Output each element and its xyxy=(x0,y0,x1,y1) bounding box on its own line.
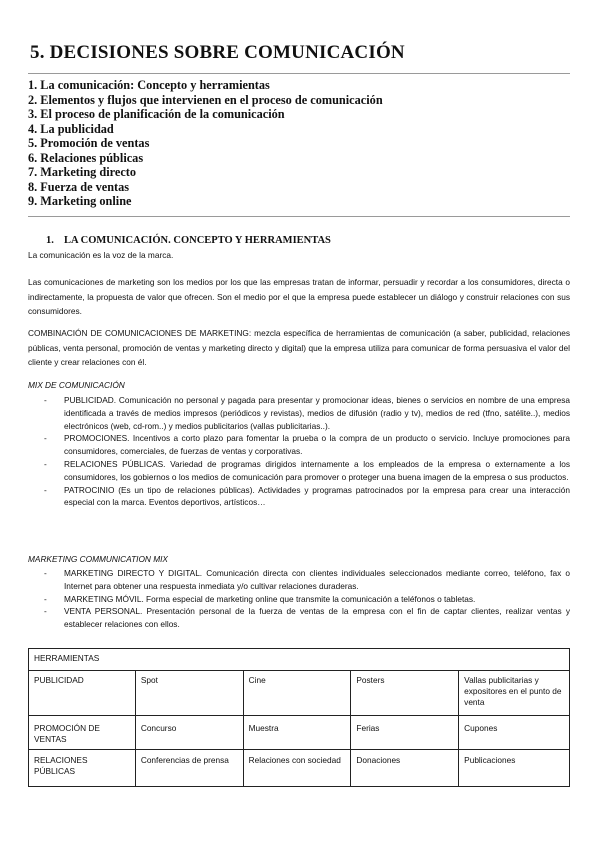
section-heading xyxy=(46,235,331,246)
table-cell: Muestra xyxy=(243,716,351,750)
table-cell: PROMOCIÓN DE VENTAS xyxy=(29,716,136,750)
mcm-list xyxy=(28,567,570,631)
tools-table xyxy=(28,648,570,787)
dash-bullet: - xyxy=(44,568,47,578)
table-cell: Concurso xyxy=(135,716,243,750)
dash-bullet: - xyxy=(44,606,47,617)
dash-bullet: - xyxy=(44,433,47,444)
table-cell: Spot xyxy=(135,671,243,716)
dash-bullet: - xyxy=(44,484,47,495)
intro-text: La comunicación es la voz de la marca. xyxy=(28,250,174,260)
toc-item: 5. Promoción de ventas xyxy=(28,136,150,150)
toc-item: 4. La publicidad xyxy=(28,121,114,136)
list-item xyxy=(28,458,570,484)
paragraph-communications: Las comunicaciones de marketing son los medios por los que las empresas tratan de informar, persuadir y recordar a los consumidores, directa o indirectamente, la propuesta de valor que ofrecen. Son el medio por el que la empresa puede establecer un diálogo y construir relaciones con sus consumidores. xyxy=(28,277,570,316)
toc-item: 1. La comunicación: Concepto y herramientas xyxy=(28,78,270,92)
table-cell: Posters xyxy=(351,671,459,716)
list-item-text: RELACIONES PÚBLICAS. Variedad de programas dirigidos internamente a los empleados de la empresa o externamente a los consumidores, los gobiernos o los medios de comunicación para promover o proteger una buena imagen de la empresa o sus productos. xyxy=(64,458,570,482)
list-item-text: PUBLICIDAD. Comunicación no personal y pagada para presentar y promocionar ideas, bienes o servicios en nombre de una empresa identificada a través de medios impresos (periódicos y revistas), medios de difusión (radio y tv), medios de red (tfno, satélite..), medios electrónicos (web, cd-rom..) y medios publicitarios (vallas publicitarias..). xyxy=(64,395,570,431)
dash-bullet: - xyxy=(44,458,47,469)
table-cell: Vallas publicitarias y expositores en el punto de venta xyxy=(459,671,570,716)
table-cell: Cupones xyxy=(459,716,570,750)
toc-item: 7. Marketing directo xyxy=(28,165,137,179)
list-item xyxy=(28,394,570,432)
list-item xyxy=(28,432,570,458)
document-title: 5. DECISIONES SOBRE COMUNICACIÓN xyxy=(30,42,405,63)
table-cell: Donaciones xyxy=(351,750,459,787)
dash-bullet: - xyxy=(44,593,47,604)
list-item-text: VENTA PERSONAL. Presentación personal de la fuerza de ventas de la empresa con el fin de captar clientes, realizar ventas y establecer relaciones con ellos. xyxy=(64,606,570,630)
toc-item: 8. Fuerza de ventas xyxy=(28,179,130,194)
list-item xyxy=(28,605,570,631)
title-divider xyxy=(28,73,570,74)
table-cell: RELACIONES PÚBLICAS xyxy=(29,750,136,787)
mcm-heading: MARKETING COMMUNICATION MIX xyxy=(28,554,168,564)
list-item-text: PATROCINIO (Es un tipo de relaciones públicas). Actividades y programas patrocinados por la empresa para crear una interacción especial con la marca. Eventos deportivos, artísticos… xyxy=(64,484,570,508)
mix-heading: MIX DE COMUNICACIÓN xyxy=(28,380,125,390)
list-item xyxy=(28,484,570,510)
list-item xyxy=(28,567,570,593)
table-cell: Ferias xyxy=(351,716,459,750)
table-cell: PUBLICIDAD xyxy=(29,671,136,716)
toc-item: 9. Marketing online xyxy=(28,194,132,208)
dash-bullet: - xyxy=(44,395,47,405)
section-number: 1. xyxy=(46,235,54,246)
list-item-text: PROMOCIONES. Incentivos a corto plazo para fomentar la prueba o la compra de un producto o servicio. Incluye promociones para consumidores, comerciales, de fuerzas de ventas y corporativas. xyxy=(64,433,570,457)
list-item xyxy=(28,593,570,606)
toc-item: 6. Relaciones públicas xyxy=(28,150,144,165)
table-cell: Cine xyxy=(243,671,351,716)
table-row xyxy=(29,716,570,750)
table-row xyxy=(29,671,570,716)
table-of-contents xyxy=(28,78,383,209)
toc-item: 3. El proceso de planificación de la comunicación xyxy=(28,107,285,121)
table-row xyxy=(29,750,570,787)
section-title: LA COMUNICACIÓN. CONCEPTO Y HERRAMIENTAS xyxy=(64,235,331,246)
mix-list xyxy=(28,394,570,509)
table-cell: Publicaciones xyxy=(459,750,570,787)
toc-divider xyxy=(28,216,570,217)
paragraph-combination: COMBINACIÓN DE COMUNICACIONES DE MARKETING: mezcla específica de herramientas de comunicación (a saber, publicidad, relaciones públicas, venta personal, promoción de ventas y marketing directo y digital) que la empresa utiliza para comunicar de forma persuasiva el valor del cliente y crear relaciones con él. xyxy=(28,328,570,367)
toc-item: 2. Elementos y flujos que intervienen en el proceso de comunicación xyxy=(28,92,383,107)
table-cell: Relaciones con sociedad xyxy=(243,750,351,787)
table-header: HERRAMIENTAS xyxy=(29,649,570,671)
list-item-text: MARKETING MÓVIL. Forma especial de marketing online que transmite la comunicación a teléfonos o tabletas. xyxy=(64,593,476,604)
list-item-text: MARKETING DIRECTO Y DIGITAL. Comunicación directa con clientes individuales seleccionados mediante correo, teléfono, fax o Internet para obtener una respuesta inmediata y/o cultivar relaciones duraderas. xyxy=(64,568,570,591)
table-cell: Conferencias de prensa xyxy=(135,750,243,787)
